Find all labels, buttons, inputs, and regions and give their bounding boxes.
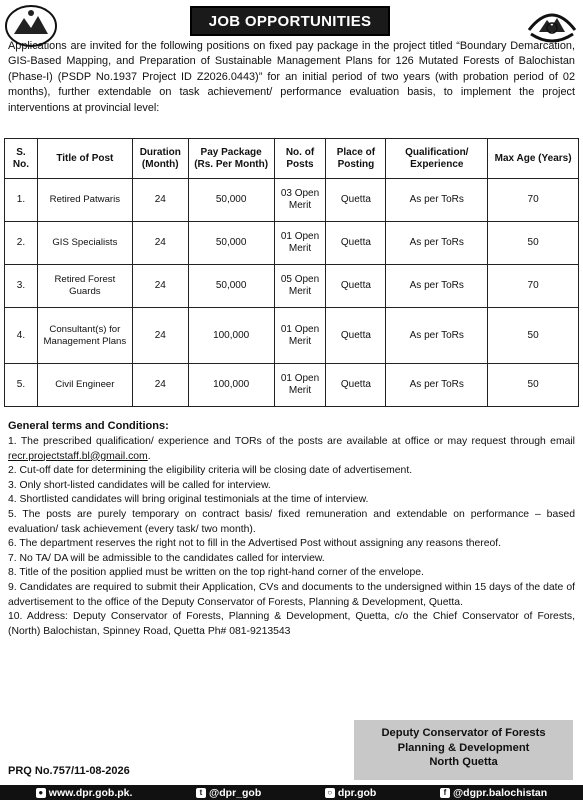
term-item: 2. Cut-off date for determining the eligibility criteria will be closing date of advertisement.	[8, 465, 413, 477]
cell-place: Quetta	[326, 179, 386, 222]
twitter-icon: t	[196, 788, 206, 798]
terms-list	[8, 435, 575, 639]
cell-sno: 1.	[5, 179, 38, 222]
cell-age: 70	[488, 265, 579, 308]
cell-duration: 24	[132, 179, 188, 222]
cell-age: 50	[488, 364, 579, 407]
header-duration: Duration (Month)	[132, 139, 188, 179]
table-header-row	[5, 139, 579, 179]
header-qualification: Qualification/ Experience	[386, 139, 488, 179]
cell-posts: 05 Open Merit	[274, 265, 326, 308]
term-item: 9. Candidates are required to submit their Application, CVs and documents to the undersigned within 15 days of the date of advertisement to the office of the Deputy Conservator of Forests, Planning & Development, Quetta.	[8, 581, 575, 608]
cell-place: Quetta	[326, 364, 386, 407]
cell-duration: 24	[132, 364, 188, 407]
term-item	[8, 435, 575, 464]
signature-line: Planning & Development	[397, 741, 530, 754]
cell-pay: 50,000	[188, 222, 274, 265]
table-row	[5, 265, 579, 308]
cell-posts: 01 Open Merit	[274, 222, 326, 265]
table-row	[5, 364, 579, 407]
cell-duration: 24	[132, 308, 188, 364]
positions-table	[4, 138, 579, 407]
term-item: 3. Only short-listed candidates will be called for interview.	[8, 479, 271, 491]
instagram-text: dpr.gob	[337, 786, 377, 799]
cell-age: 50	[488, 308, 579, 364]
terms-heading: General terms and Conditions:	[8, 420, 169, 432]
prq-number: PRQ No.757/11-08-2026	[8, 765, 130, 777]
cell-qualification: As per ToRs	[386, 222, 488, 265]
cell-sno: 5.	[5, 364, 38, 407]
cell-title: GIS Specialists	[37, 222, 132, 265]
header-title: Title of Post	[37, 139, 132, 179]
page-title: JOB OPPORTUNITIES	[190, 6, 390, 36]
term-item: 5. The posts are purely temporary on contract basis/ fixed remuneration and extendable on performance – based evaluation/ task achievement (every task/ two month).	[8, 508, 575, 535]
cell-posts: 01 Open Merit	[274, 308, 326, 364]
header-place: Place of Posting	[326, 139, 386, 179]
term-item: 6. The department reserves the right not to fill in the Advertised Post without assigning any reasons thereof.	[8, 538, 502, 550]
cell-qualification: As per ToRs	[386, 265, 488, 308]
term-item: 10. Address: Deputy Conservator of Forests, Planning & Development, Quetta, c/o the Chief Conservator of Forests, (North) Balochistan, Spinney Road, Quetta Ph# 081-9213543	[8, 611, 575, 637]
table-row	[5, 179, 579, 222]
cell-age: 70	[488, 179, 579, 222]
table-row	[5, 308, 579, 364]
header-pay: Pay Package (Rs. Per Month)	[188, 139, 274, 179]
cell-place: Quetta	[326, 308, 386, 364]
cell-pay: 100,000	[188, 308, 274, 364]
term-item: 4. Shortlisted candidates will bring original testimonials at the time of interview.	[8, 494, 369, 506]
email-link[interactable]: recr.projectstaff.bl@gmail.com	[8, 450, 148, 462]
cell-posts: 03 Open Merit	[274, 179, 326, 222]
signature-block	[354, 720, 573, 780]
term-item: 7. No TA/ DA will be admissible to the candidates called for interview.	[8, 552, 325, 564]
footer-facebook[interactable]	[440, 787, 547, 799]
website-text: www.dpr.gob.pk.	[48, 786, 133, 799]
cell-qualification: As per ToRs	[386, 179, 488, 222]
table-row	[5, 222, 579, 265]
cell-qualification: As per ToRs	[386, 364, 488, 407]
footer-website[interactable]	[36, 787, 133, 799]
cell-duration: 24	[132, 222, 188, 265]
cell-age: 50	[488, 222, 579, 265]
twitter-text: @dpr_gob	[209, 786, 262, 799]
cell-pay: 50,000	[188, 179, 274, 222]
signature-line: Deputy Conservator of Forests	[381, 727, 546, 739]
header-posts: No. of Posts	[274, 139, 326, 179]
footer-bar	[0, 785, 583, 800]
instagram-icon: ○	[325, 788, 335, 798]
cell-sno: 2.	[5, 222, 38, 265]
facebook-icon: f	[440, 788, 450, 798]
cell-title: Retired Forest Guards	[37, 265, 132, 308]
term-text: .	[147, 450, 151, 462]
globe-icon: ●	[36, 788, 46, 798]
facebook-text: @dgpr.balochistan	[452, 786, 548, 799]
cell-title: Consultant(s) for Management Plans	[37, 308, 132, 364]
header-max-age: Max Age (Years)	[488, 139, 579, 179]
cell-place: Quetta	[326, 265, 386, 308]
header-sno: S. No.	[5, 139, 38, 179]
cell-place: Quetta	[326, 222, 386, 265]
intro-paragraph: Applications are invited for the following positions on fixed pay package in the project titled “Boundary Demarcation, GIS-Based Mapping, and Preparation of Sustainable Management Plans for 126 Mutated Forests of Balochistan (Phase-I) (PSDP No.1937 Project ID Z2026.0443)” for an initial period of two years (with probation period of 02 months), further extendable on task achievement/ performance evaluation basis, to implement the project interventions at provincial level:	[8, 40, 575, 114]
footer-instagram[interactable]	[325, 787, 377, 799]
cell-sno: 3.	[5, 265, 38, 308]
term-text: 1. The prescribed qualification/ experience and TORs of the posts are available at office or may request through email	[8, 436, 575, 447]
cell-pay: 100,000	[188, 364, 274, 407]
signature-line: North Quetta	[429, 756, 498, 768]
cell-qualification: As per ToRs	[386, 308, 488, 364]
cell-title: Retired Patwaris	[37, 179, 132, 222]
footer-twitter[interactable]	[196, 787, 261, 799]
cell-duration: 24	[132, 265, 188, 308]
cell-title: Civil Engineer	[37, 364, 132, 407]
cell-sno: 4.	[5, 308, 38, 364]
cell-posts: 01 Open Merit	[274, 364, 326, 407]
cell-pay: 50,000	[188, 265, 274, 308]
term-item: 8. Title of the position applied must be written on the top right-hand corner of the envelope.	[8, 567, 424, 579]
